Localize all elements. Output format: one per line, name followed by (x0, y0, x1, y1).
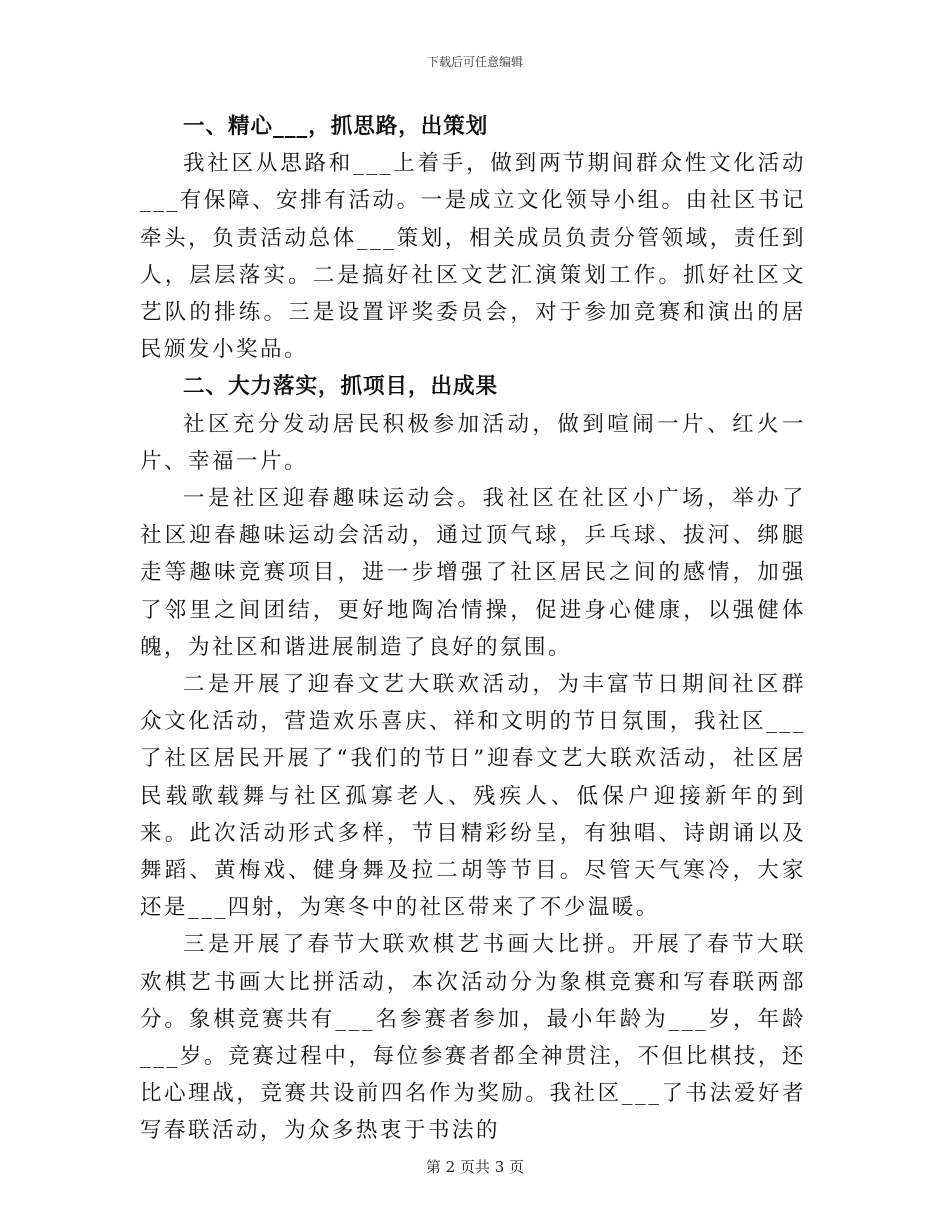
paragraph-2: 社区充分发动居民积极参加活动，做到喧闹一片、红火一片、幸福一片。 (140, 411, 806, 474)
paragraph-3: 一是社区迎春趣味运动会。我社区在社区小广场，举办了社区迎春趣味运动会活动，通过顶气球，乒乓球、拔河、绑腿走等趣味竞赛项目，进一步增强了社区居民之间的感情，加强了邻里之间团结，更好地陶冶情操，促进身心健康，以强健体魄，为社区和谐进展制造了良好的氛围。 (140, 486, 806, 660)
paragraph-1: 我社区从思路和___上着手，做到两节期间群众性文化活动___有保障、安排有活动。一是成立文化领导小组。由社区书记牵头，负责活动总体___策划，相关成员负责分管领域，责任到人，层层落实。二是搞好社区文艺汇演策划工作。抓好社区文艺队的排练。三是设置评奖委员会，对于参加竞赛和演出的居民颁发小奖品。 (140, 151, 806, 363)
page-footer: 第 2 页共 3 页 (425, 1158, 525, 1176)
page-header: 下载后可任意编辑 (426, 55, 523, 69)
document-body (140, 108, 806, 1150)
section-heading-1: 一、精心___，抓思路，出策划 (183, 114, 489, 139)
paragraph-5: 三是开展了春节大联欢棋艺书画大比拼。开展了春节大联欢棋艺书画大比拼活动，本次活动分为象棋竞赛和写春联两部分。象棋竞赛共有___名参赛者参加，最小年龄为___岁，年龄___岁。竞赛过程中，每位参赛者都全神贯注，不但比棋技，还比心理战，竞赛共设前四名作为奖励。我社区___了书法爱好者写春联活动，为众多热衷于书法的 (140, 932, 806, 1144)
paragraph-4: 二是开展了迎春文艺大联欢活动，为丰富节日期间社区群众文化活动，营造欢乐喜庆、祥和文明的节日氛围，我社区___了社区居民开展了“我们的节日”迎春文艺大联欢活动，社区居民载歌载舞与社区孤寡老人、残疾人、低保户迎接新年的到来。此次活动形式多样，节目精彩纷呈，有独唱、诗朗诵以及舞蹈、黄梅戏、健身舞及拉二胡等节目。尽管天气寒冷，大家还是___四射，为寒冬中的社区带来了不少温暖。 (140, 672, 806, 921)
section-heading-2: 二、大力落实，抓项目，出成果 (183, 374, 499, 400)
